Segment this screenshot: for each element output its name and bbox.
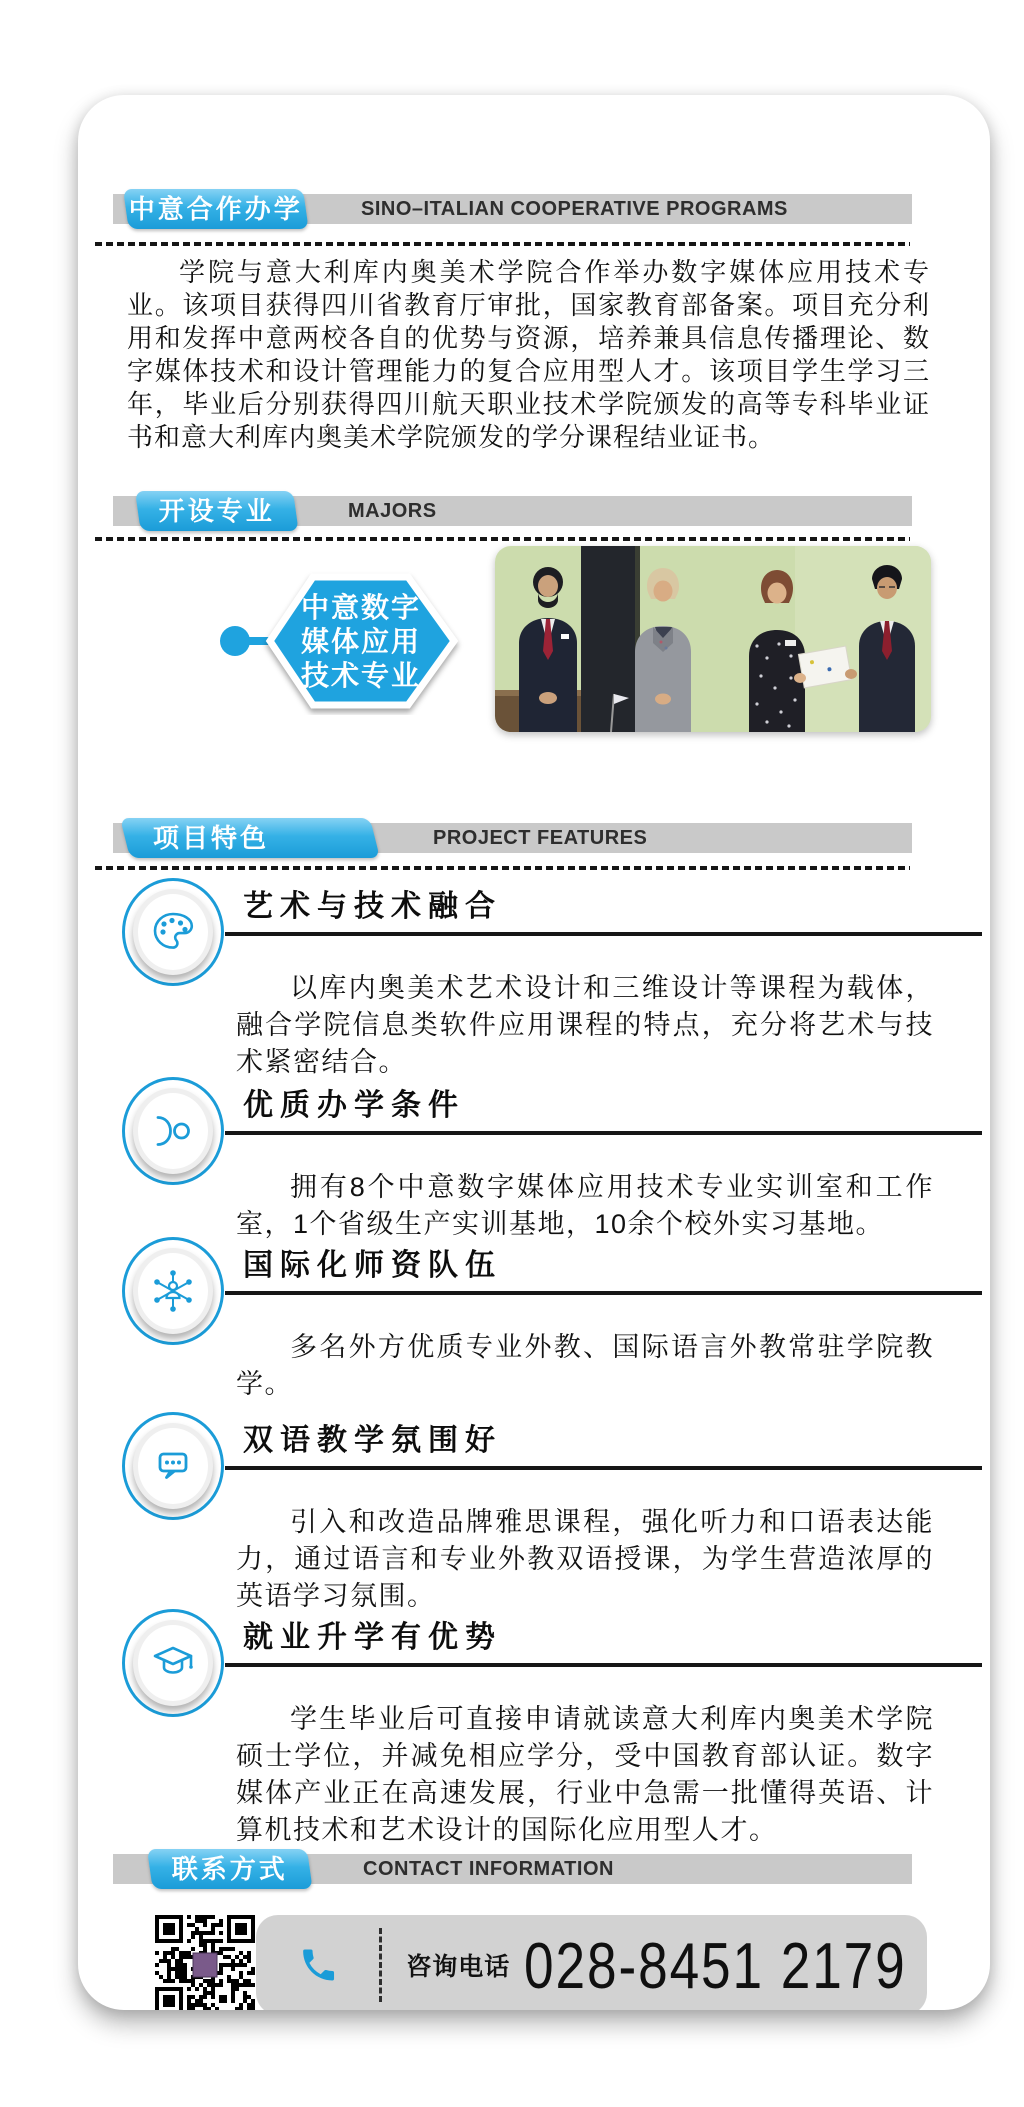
user-icon (122, 1077, 224, 1185)
feature-body: 多名外方优质专业外教、国际语言外教常驻学院教学。 (236, 1332, 934, 1399)
dashed-divider (95, 537, 910, 541)
feature-body: 引入和改造品牌雅思课程，强化听力和口语表达能力，通过语言和专业外教双语授课，为学生营造浓厚的英语学习氛围。 (236, 1507, 934, 1611)
major-name-line: 中意数字 (300, 592, 422, 623)
feature-item (78, 884, 990, 1081)
chat-icon (122, 1412, 224, 1520)
dashed-divider (95, 866, 910, 870)
feature-title: 国际化师资队伍 (243, 1249, 502, 1282)
contact-row (78, 1915, 990, 2010)
subtitle-cooperation: SINO–ITALIAN COOPERATIVE PROGRAMS (361, 198, 788, 220)
major-hexagon-badge (218, 565, 468, 715)
network-icon (122, 1237, 224, 1345)
feature-title: 双语教学氛围好 (243, 1424, 502, 1457)
badge-majors: 开设专业 (135, 491, 299, 531)
ceremony-photo (495, 546, 931, 732)
feature-item (78, 1083, 990, 1243)
hexagon-icon (218, 565, 468, 715)
intro-paragraph: 学院与意大利库内奥美术学院合作举办数字媒体应用技术专业。该项目获得四川省教育厅审批，国家教育部备案。项目充分利用和发挥中意两校各自的优势与资源，培养兼具信息传播理论、数字媒体技术和设计管理能力的复合应用型人才。该项目学生学习三年，毕业后分别获得四川航天职业技术学院颁发的高等专科毕业证书和意大利库内奥美术学院颁发的学分课程结业证书。 (127, 257, 930, 452)
section-header-features (78, 818, 990, 858)
feature-rule (225, 1131, 982, 1135)
major-name-line: 媒体应用 (300, 626, 422, 657)
phone-divider (379, 1928, 382, 2002)
majors-row (78, 543, 990, 733)
phone-panel (256, 1915, 927, 2010)
phone-label: 咨询电话 (406, 1953, 511, 1981)
graduation-cap-icon (122, 1609, 224, 1717)
section-header-majors (78, 491, 990, 531)
feature-title: 优质办学条件 (243, 1089, 465, 1122)
feature-title: 就业升学有优势 (243, 1621, 502, 1654)
badge-contact: 联系方式 (147, 1849, 313, 1889)
section-header-cooperation (78, 189, 990, 229)
major-name-line: 技术专业 (300, 660, 422, 691)
brochure-card (78, 95, 990, 2010)
feature-item (78, 1243, 990, 1403)
subtitle-contact: CONTACT INFORMATION (363, 1858, 614, 1880)
feature-rule (225, 932, 982, 936)
qr-code (155, 1915, 255, 2010)
subtitle-features: PROJECT FEATURES (433, 827, 648, 849)
feature-body: 以库内奥美术艺术设计和三维设计等课程为载体，融合学院信息类软件应用课程的特点，充分将艺术与技术紧密结合。 (236, 973, 934, 1077)
palette-icon (122, 878, 224, 986)
badge-cooperation: 中意合作办学 (123, 189, 309, 229)
badge-features: 项目特色 (120, 818, 380, 858)
feature-title: 艺术与技术融合 (243, 890, 502, 923)
feature-body: 拥有8个中意数字媒体应用技术专业实训室和工作室，1个省级生产实训基地，10余个校外实习基地。 (236, 1172, 934, 1239)
feature-item (78, 1615, 990, 1849)
feature-rule (225, 1466, 982, 1470)
section-header-contact (78, 1849, 990, 1889)
subtitle-majors: MAJORS (348, 500, 437, 522)
feature-body: 学生毕业后可直接申请就读意大利库内奥美术学院硕士学位，并减免相应学分，受中国教育部认证。数字媒体产业正在高速发展，行业中急需一批懂得英语、计算机技术和艺术设计的国际化应用型人才。 (236, 1704, 934, 1845)
dashed-divider (95, 242, 910, 246)
phone-number: 028-8451 2179 (524, 1928, 907, 2002)
feature-rule (225, 1663, 982, 1667)
phone-icon (298, 1938, 339, 1992)
feature-rule (225, 1291, 982, 1295)
feature-item (78, 1418, 990, 1615)
